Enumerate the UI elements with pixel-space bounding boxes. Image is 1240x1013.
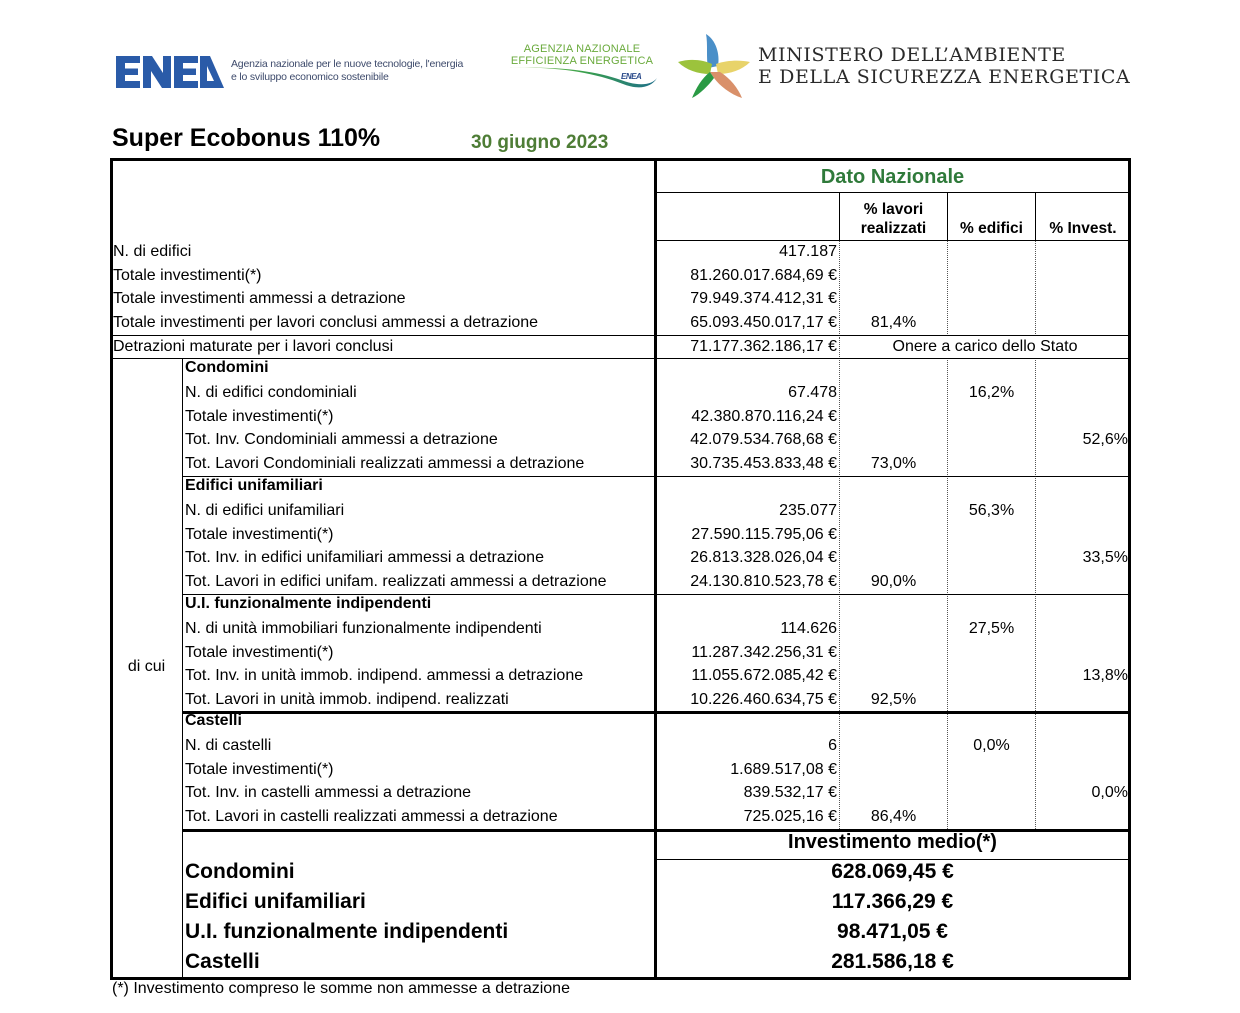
enea-logo-icon [116,56,224,88]
row-label: Totale investimenti ammessi a detrazione [113,290,406,307]
row-label: Totale investimenti(*) [185,643,334,661]
row-label: Totale investimenti(*) [185,760,334,778]
row-pct-edifici: 27,5% [968,620,1015,637]
row-pct-edifici: 16,2% [968,384,1015,401]
aiee-line1: AGENZIA NAZIONALE [523,43,641,55]
row-label: Totale investimenti(*) [113,266,262,284]
row-label: N. di edifici unifamiliari [185,502,345,519]
row-value: 11.287.342.256,31 € [691,643,837,661]
average-investment-label: Condomini [185,860,295,883]
row-pct-lavori: 92,5% [870,690,917,708]
average-investment-value: 281.586,18 € [831,950,954,973]
footnote: (*) Investimento compreso le somme non ammesse a detrazione [112,980,570,997]
ministry-title [758,44,1130,88]
row-value: 65.093.450.017,17 € [690,313,837,331]
average-investment-label: U.I. funzionalmente indipendenti [185,920,509,943]
row-pct-invest: 13,8% [1082,667,1128,684]
row-value: 11.055.672.085,42 € [691,667,837,684]
row-label: Tot. Lavori in unità immob. indipend. realizzati [185,690,509,708]
row-label: Totale investimenti(*) [185,525,334,543]
col-header-pct-lavori-line1: % lavori [863,201,924,218]
row-value: 67.478 [788,384,837,401]
di-cui-label: di cui [127,658,166,675]
col-header-pct-lavori-line2: realizzati [860,220,927,237]
section-title: Condomini [185,359,269,376]
row-pct-invest: 33,5% [1082,549,1128,566]
report-date: 30 giugno 2023 [471,132,609,153]
row-pct-edifici: 0,0% [973,737,1010,754]
row-value: 27.590.115.795,06 € [691,525,837,543]
average-investment-header: Investimento medio(*) [788,831,997,853]
row-label: Tot. Inv. in edifici unifamiliari ammessi a detrazione [185,549,544,566]
average-investment-value: 98.471,05 € [837,920,948,943]
page-title: Super Ecobonus 110% [112,124,381,152]
row-value: 30.735.453.833,48 € [690,454,837,472]
divider [1035,241,1036,336]
row-value: 1.689.517,08 € [730,760,837,778]
row-label: Totale investimenti per lavori conclusi ammessi a detrazione [113,313,539,331]
ministry-title-line1: MINISTERO DELL’AMBIENTE [758,44,1066,66]
row-value: 235.077 [779,502,837,519]
col-header-pct-edifici: % edifici [960,220,1023,237]
row-label: Tot. Inv. in castelli ammessi a detrazione [185,784,472,801]
row-label: Tot. Inv. Condominiali ammessi a detrazione [185,431,498,448]
average-investment-value: 628.069,45 € [831,860,954,883]
row-pct-invest: 52,6% [1082,431,1128,448]
row-label: Tot. Lavori in edifici unifam. realizzati ammessi a detrazione [185,572,607,590]
row-label: Tot. Inv. in unità immob. indipend. ammessi a detrazione [185,667,584,684]
row-label: Tot. Lavori in castelli realizzati ammessi a detrazione [185,807,558,825]
aiee-enea-mark: ENEA [621,72,642,81]
row-pct-lavori: 73,0% [870,454,917,472]
row-value: 42.380.870.116,24 € [691,407,837,425]
row-value: 6 [828,737,837,754]
aiee-line2: EFFICIENZA ENERGETICA [510,55,654,67]
divider [183,476,1130,477]
row-value: 839.532,17 € [743,784,837,801]
row-value: 26.813.328.026,04 € [690,549,837,566]
row-value: 417.187 [779,243,837,260]
row-pct-edifici: 56,3% [968,502,1015,519]
row-value: 114.626 [780,620,837,637]
section-title: Edifici unifamiliari [185,477,323,494]
ministry-title-line2: E DELLA SICUREZZA ENERGETICA [758,66,1131,88]
enea-tagline-line1: Agenzia nazionale per le nuove tecnologie, l'energia [231,58,464,70]
row-pct-lavori: 90,0% [870,572,917,590]
enea-tagline [231,58,463,83]
row-value: 42.079.534.768,68 € [690,431,837,448]
row-label: N. di edifici [113,243,192,260]
row-label: N. di unità immobiliari funzionalmente indipendenti [185,620,542,637]
enea-tagline-line2: e lo sviluppo economico sostenibile [231,70,389,83]
row-value: 79.949.374.412,31 € [690,290,837,307]
row-pct-invest: 0,0% [1091,784,1128,801]
detrazioni-value: 71.177.362.186,17 € [690,338,837,355]
row-label: N. di edifici condominiali [185,384,357,401]
divider [947,241,948,336]
col-header-pct-invest: % Invest. [1049,220,1117,237]
divider [183,711,1130,714]
row-value: 725.025,16 € [743,807,837,825]
aiee-logo [503,42,661,92]
ministry-star-logo-icon [676,32,750,100]
dato-nazionale-header: Dato Nazionale [820,166,965,188]
average-investment-label: Edifici unifamiliari [185,890,366,913]
row-value: 24.130.810.523,78 € [690,572,837,590]
row-value: 81.260.017.684,69 € [690,266,837,284]
row-label: Tot. Lavori Condominiali realizzati ammessi a detrazione [185,454,585,472]
section-title: Castelli [185,712,242,729]
row-value: 10.226.460.634,75 € [690,690,837,708]
divider [182,359,183,979]
section-title: U.I. funzionalmente indipendenti [185,595,432,612]
row-pct-lavori: 86,4% [870,807,917,825]
row-label: N. di castelli [185,737,272,754]
average-investment-value: 117.366,29 € [831,890,954,913]
detrazioni-label: Detrazioni maturate per i lavori conclusi [113,338,394,355]
divider [655,192,1130,193]
row-pct-lavori: 81,4% [870,313,917,331]
detrazioni-note: Onere a carico dello Stato [892,338,1078,355]
col-header-pct-lavori [840,200,947,238]
row-label: Totale investimenti(*) [185,407,334,425]
average-investment-label: Castelli [185,950,260,973]
